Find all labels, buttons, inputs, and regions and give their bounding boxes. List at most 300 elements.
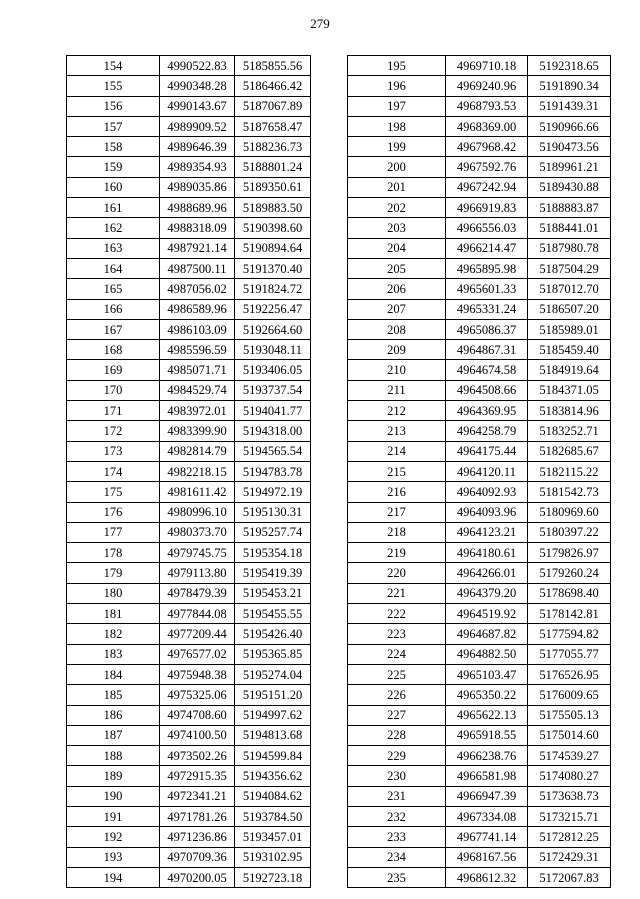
table-row bbox=[348, 137, 611, 157]
coordinates-table-right bbox=[347, 55, 611, 888]
point-number-cell: 200 bbox=[348, 157, 446, 177]
y-coordinate-cell: 5184919.64 bbox=[528, 360, 611, 380]
y-coordinate-cell: 5182115.22 bbox=[528, 461, 611, 481]
x-coordinate-cell: 4965103.47 bbox=[446, 664, 528, 684]
x-coordinate-cell: 4968167.56 bbox=[446, 847, 528, 867]
y-coordinate-cell: 5195365.85 bbox=[235, 644, 311, 664]
y-coordinate-cell: 5190473.56 bbox=[528, 137, 611, 157]
x-coordinate-cell: 4985596.59 bbox=[160, 340, 235, 360]
table-row bbox=[348, 604, 611, 624]
y-coordinate-cell: 5173215.71 bbox=[528, 806, 611, 826]
x-coordinate-cell: 4975325.06 bbox=[160, 685, 235, 705]
point-number-cell: 206 bbox=[348, 279, 446, 299]
x-coordinate-cell: 4989909.52 bbox=[160, 116, 235, 136]
y-coordinate-cell: 5193048.11 bbox=[235, 340, 311, 360]
table-row bbox=[67, 664, 311, 684]
y-coordinate-cell: 5193784.50 bbox=[235, 806, 311, 826]
x-coordinate-cell: 4969710.18 bbox=[446, 56, 528, 76]
point-number-cell: 192 bbox=[67, 827, 160, 847]
y-coordinate-cell: 5195419.39 bbox=[235, 563, 311, 583]
y-coordinate-cell: 5177055.77 bbox=[528, 644, 611, 664]
x-coordinate-cell: 4968793.53 bbox=[446, 96, 528, 116]
table-row bbox=[67, 319, 311, 339]
table-row bbox=[67, 786, 311, 806]
point-number-cell: 209 bbox=[348, 340, 446, 360]
table-row bbox=[348, 116, 611, 136]
y-coordinate-cell: 5185855.56 bbox=[235, 56, 311, 76]
y-coordinate-cell: 5195151.20 bbox=[235, 685, 311, 705]
y-coordinate-cell: 5195354.18 bbox=[235, 543, 311, 563]
point-number-cell: 166 bbox=[67, 299, 160, 319]
y-coordinate-cell: 5192723.18 bbox=[235, 867, 311, 887]
table-row bbox=[67, 137, 311, 157]
y-coordinate-cell: 5190894.64 bbox=[235, 238, 311, 258]
y-coordinate-cell: 5195130.31 bbox=[235, 502, 311, 522]
y-coordinate-cell: 5193737.54 bbox=[235, 380, 311, 400]
x-coordinate-cell: 4990348.28 bbox=[160, 76, 235, 96]
x-coordinate-cell: 4988318.09 bbox=[160, 218, 235, 238]
table-row bbox=[348, 340, 611, 360]
x-coordinate-cell: 4986589.96 bbox=[160, 299, 235, 319]
y-coordinate-cell: 5178142.81 bbox=[528, 604, 611, 624]
x-coordinate-cell: 4966214.47 bbox=[446, 238, 528, 258]
point-number-cell: 225 bbox=[348, 664, 446, 684]
x-coordinate-cell: 4987056.02 bbox=[160, 279, 235, 299]
point-number-cell: 188 bbox=[67, 746, 160, 766]
table-row bbox=[67, 502, 311, 522]
point-number-cell: 155 bbox=[67, 76, 160, 96]
x-coordinate-cell: 4964519.92 bbox=[446, 604, 528, 624]
point-number-cell: 221 bbox=[348, 583, 446, 603]
point-number-cell: 167 bbox=[67, 319, 160, 339]
y-coordinate-cell: 5191890.34 bbox=[528, 76, 611, 96]
coordinates-table-left bbox=[66, 55, 311, 888]
y-coordinate-cell: 5181542.73 bbox=[528, 482, 611, 502]
y-coordinate-cell: 5183252.71 bbox=[528, 421, 611, 441]
table-row bbox=[67, 461, 311, 481]
x-coordinate-cell: 4964674.58 bbox=[446, 360, 528, 380]
table-row bbox=[67, 279, 311, 299]
point-number-cell: 195 bbox=[348, 56, 446, 76]
y-coordinate-cell: 5186507.20 bbox=[528, 299, 611, 319]
point-number-cell: 204 bbox=[348, 238, 446, 258]
table-row bbox=[67, 827, 311, 847]
point-number-cell: 164 bbox=[67, 258, 160, 278]
point-number-cell: 159 bbox=[67, 157, 160, 177]
table-row bbox=[348, 238, 611, 258]
x-coordinate-cell: 4981611.42 bbox=[160, 482, 235, 502]
point-number-cell: 234 bbox=[348, 847, 446, 867]
x-coordinate-cell: 4964120.11 bbox=[446, 461, 528, 481]
x-coordinate-cell: 4990522.83 bbox=[160, 56, 235, 76]
x-coordinate-cell: 4964369.95 bbox=[446, 401, 528, 421]
y-coordinate-cell: 5195455.55 bbox=[235, 604, 311, 624]
y-coordinate-cell: 5174539.27 bbox=[528, 746, 611, 766]
table-row bbox=[67, 360, 311, 380]
x-coordinate-cell: 4974708.60 bbox=[160, 705, 235, 725]
table-row bbox=[67, 76, 311, 96]
point-number-cell: 196 bbox=[348, 76, 446, 96]
table-row bbox=[348, 725, 611, 745]
y-coordinate-cell: 5187012.70 bbox=[528, 279, 611, 299]
x-coordinate-cell: 4970709.36 bbox=[160, 847, 235, 867]
table-row bbox=[348, 461, 611, 481]
table-row bbox=[348, 482, 611, 502]
point-number-cell: 161 bbox=[67, 198, 160, 218]
y-coordinate-cell: 5187980.78 bbox=[528, 238, 611, 258]
y-coordinate-cell: 5176526.95 bbox=[528, 664, 611, 684]
x-coordinate-cell: 4967741.14 bbox=[446, 827, 528, 847]
x-coordinate-cell: 4964175.44 bbox=[446, 441, 528, 461]
x-coordinate-cell: 4965895.98 bbox=[446, 258, 528, 278]
x-coordinate-cell: 4974100.50 bbox=[160, 725, 235, 745]
table-row bbox=[67, 705, 311, 725]
point-number-cell: 168 bbox=[67, 340, 160, 360]
x-coordinate-cell: 4967242.94 bbox=[446, 177, 528, 197]
x-coordinate-cell: 4983972.01 bbox=[160, 401, 235, 421]
point-number-cell: 182 bbox=[67, 624, 160, 644]
table-row bbox=[348, 583, 611, 603]
table-row bbox=[348, 664, 611, 684]
y-coordinate-cell: 5190398.60 bbox=[235, 218, 311, 238]
y-coordinate-cell: 5194565.54 bbox=[235, 441, 311, 461]
y-coordinate-cell: 5182685.67 bbox=[528, 441, 611, 461]
table-row bbox=[67, 543, 311, 563]
table-row bbox=[348, 380, 611, 400]
x-coordinate-cell: 4966581.98 bbox=[446, 766, 528, 786]
point-number-cell: 160 bbox=[67, 177, 160, 197]
y-coordinate-cell: 5184371.05 bbox=[528, 380, 611, 400]
table-row bbox=[348, 543, 611, 563]
point-number-cell: 214 bbox=[348, 441, 446, 461]
point-number-cell: 220 bbox=[348, 563, 446, 583]
point-number-cell: 194 bbox=[67, 867, 160, 887]
y-coordinate-cell: 5191370.40 bbox=[235, 258, 311, 278]
point-number-cell: 163 bbox=[67, 238, 160, 258]
point-number-cell: 183 bbox=[67, 644, 160, 664]
y-coordinate-cell: 5189430.88 bbox=[528, 177, 611, 197]
y-coordinate-cell: 5194356.62 bbox=[235, 766, 311, 786]
x-coordinate-cell: 4987500.11 bbox=[160, 258, 235, 278]
y-coordinate-cell: 5191824.72 bbox=[235, 279, 311, 299]
y-coordinate-cell: 5193102.95 bbox=[235, 847, 311, 867]
x-coordinate-cell: 4972915.35 bbox=[160, 766, 235, 786]
table-row bbox=[348, 746, 611, 766]
y-coordinate-cell: 5194318.00 bbox=[235, 421, 311, 441]
table-row bbox=[67, 198, 311, 218]
y-coordinate-cell: 5188801.24 bbox=[235, 157, 311, 177]
y-coordinate-cell: 5185459.40 bbox=[528, 340, 611, 360]
y-coordinate-cell: 5188441.01 bbox=[528, 218, 611, 238]
table-row bbox=[67, 604, 311, 624]
y-coordinate-cell: 5180969.60 bbox=[528, 502, 611, 522]
point-number-cell: 172 bbox=[67, 421, 160, 441]
y-coordinate-cell: 5193457.01 bbox=[235, 827, 311, 847]
x-coordinate-cell: 4977844.08 bbox=[160, 604, 235, 624]
point-number-cell: 187 bbox=[67, 725, 160, 745]
table-row bbox=[67, 624, 311, 644]
table-row bbox=[348, 279, 611, 299]
table-row bbox=[67, 96, 311, 116]
point-number-cell: 171 bbox=[67, 401, 160, 421]
x-coordinate-cell: 4978479.39 bbox=[160, 583, 235, 603]
table-row bbox=[348, 177, 611, 197]
x-coordinate-cell: 4979113.80 bbox=[160, 563, 235, 583]
y-coordinate-cell: 5191439.31 bbox=[528, 96, 611, 116]
table-row bbox=[348, 441, 611, 461]
point-number-cell: 184 bbox=[67, 664, 160, 684]
y-coordinate-cell: 5194041.77 bbox=[235, 401, 311, 421]
table-row bbox=[348, 360, 611, 380]
point-number-cell: 169 bbox=[67, 360, 160, 380]
x-coordinate-cell: 4965350.22 bbox=[446, 685, 528, 705]
point-number-cell: 235 bbox=[348, 867, 446, 887]
point-number-cell: 165 bbox=[67, 279, 160, 299]
point-number-cell: 222 bbox=[348, 604, 446, 624]
table-row bbox=[348, 624, 611, 644]
x-coordinate-cell: 4966919.83 bbox=[446, 198, 528, 218]
point-number-cell: 215 bbox=[348, 461, 446, 481]
table-row bbox=[67, 218, 311, 238]
point-number-cell: 228 bbox=[348, 725, 446, 745]
x-coordinate-cell: 4980373.70 bbox=[160, 522, 235, 542]
y-coordinate-cell: 5176009.65 bbox=[528, 685, 611, 705]
point-number-cell: 216 bbox=[348, 482, 446, 502]
point-number-cell: 199 bbox=[348, 137, 446, 157]
point-number-cell: 193 bbox=[67, 847, 160, 867]
table-row bbox=[67, 725, 311, 745]
point-number-cell: 208 bbox=[348, 319, 446, 339]
table-row bbox=[348, 96, 611, 116]
page-number: 279 bbox=[310, 16, 330, 31]
x-coordinate-cell: 4988689.96 bbox=[160, 198, 235, 218]
x-coordinate-cell: 4966947.39 bbox=[446, 786, 528, 806]
x-coordinate-cell: 4972341.21 bbox=[160, 786, 235, 806]
y-coordinate-cell: 5183814.96 bbox=[528, 401, 611, 421]
point-number-cell: 219 bbox=[348, 543, 446, 563]
point-number-cell: 176 bbox=[67, 502, 160, 522]
point-number-cell: 191 bbox=[67, 806, 160, 826]
y-coordinate-cell: 5193406.05 bbox=[235, 360, 311, 380]
point-number-cell: 202 bbox=[348, 198, 446, 218]
point-number-cell: 173 bbox=[67, 441, 160, 461]
x-coordinate-cell: 4964092.93 bbox=[446, 482, 528, 502]
x-coordinate-cell: 4964882.50 bbox=[446, 644, 528, 664]
point-number-cell: 157 bbox=[67, 116, 160, 136]
table-row bbox=[67, 157, 311, 177]
table-row bbox=[348, 258, 611, 278]
table-row bbox=[348, 319, 611, 339]
table-row bbox=[67, 441, 311, 461]
x-coordinate-cell: 4990143.67 bbox=[160, 96, 235, 116]
table-row bbox=[348, 198, 611, 218]
point-number-cell: 230 bbox=[348, 766, 446, 786]
x-coordinate-cell: 4976577.02 bbox=[160, 644, 235, 664]
y-coordinate-cell: 5195274.04 bbox=[235, 664, 311, 684]
table-row bbox=[67, 401, 311, 421]
y-coordinate-cell: 5172812.25 bbox=[528, 827, 611, 847]
y-coordinate-cell: 5172429.31 bbox=[528, 847, 611, 867]
table-row bbox=[348, 522, 611, 542]
x-coordinate-cell: 4965086.37 bbox=[446, 319, 528, 339]
x-coordinate-cell: 4965918.55 bbox=[446, 725, 528, 745]
y-coordinate-cell: 5194997.62 bbox=[235, 705, 311, 725]
point-number-cell: 175 bbox=[67, 482, 160, 502]
point-number-cell: 211 bbox=[348, 380, 446, 400]
table-row bbox=[348, 218, 611, 238]
x-coordinate-cell: 4968612.32 bbox=[446, 867, 528, 887]
table-row bbox=[348, 685, 611, 705]
point-number-cell: 178 bbox=[67, 543, 160, 563]
point-number-cell: 158 bbox=[67, 137, 160, 157]
y-coordinate-cell: 5172067.83 bbox=[528, 867, 611, 887]
x-coordinate-cell: 4964687.82 bbox=[446, 624, 528, 644]
x-coordinate-cell: 4977209.44 bbox=[160, 624, 235, 644]
x-coordinate-cell: 4975948.38 bbox=[160, 664, 235, 684]
point-number-cell: 186 bbox=[67, 705, 160, 725]
x-coordinate-cell: 4971236.86 bbox=[160, 827, 235, 847]
y-coordinate-cell: 5195257.74 bbox=[235, 522, 311, 542]
y-coordinate-cell: 5177594.82 bbox=[528, 624, 611, 644]
table-row bbox=[67, 806, 311, 826]
x-coordinate-cell: 4985071.71 bbox=[160, 360, 235, 380]
y-coordinate-cell: 5188236.73 bbox=[235, 137, 311, 157]
table-row bbox=[348, 502, 611, 522]
point-number-cell: 223 bbox=[348, 624, 446, 644]
table-row bbox=[67, 746, 311, 766]
table-row bbox=[348, 56, 611, 76]
table-row bbox=[348, 421, 611, 441]
table-row bbox=[67, 583, 311, 603]
table-row bbox=[348, 401, 611, 421]
x-coordinate-cell: 4970200.05 bbox=[160, 867, 235, 887]
x-coordinate-cell: 4964093.96 bbox=[446, 502, 528, 522]
y-coordinate-cell: 5195426.40 bbox=[235, 624, 311, 644]
point-number-cell: 212 bbox=[348, 401, 446, 421]
point-number-cell: 207 bbox=[348, 299, 446, 319]
point-number-cell: 232 bbox=[348, 806, 446, 826]
table-row bbox=[67, 685, 311, 705]
y-coordinate-cell: 5174080.27 bbox=[528, 766, 611, 786]
table-row bbox=[67, 644, 311, 664]
point-number-cell: 179 bbox=[67, 563, 160, 583]
table-row bbox=[67, 56, 311, 76]
x-coordinate-cell: 4969240.96 bbox=[446, 76, 528, 96]
y-coordinate-cell: 5189350.61 bbox=[235, 177, 311, 197]
y-coordinate-cell: 5194084.62 bbox=[235, 786, 311, 806]
y-coordinate-cell: 5175014.60 bbox=[528, 725, 611, 745]
table-row bbox=[67, 380, 311, 400]
x-coordinate-cell: 4965601.33 bbox=[446, 279, 528, 299]
y-coordinate-cell: 5187658.47 bbox=[235, 116, 311, 136]
table-row bbox=[67, 766, 311, 786]
x-coordinate-cell: 4982218.15 bbox=[160, 461, 235, 481]
y-coordinate-cell: 5188883.87 bbox=[528, 198, 611, 218]
x-coordinate-cell: 4967334.08 bbox=[446, 806, 528, 826]
point-number-cell: 180 bbox=[67, 583, 160, 603]
x-coordinate-cell: 4971781.26 bbox=[160, 806, 235, 826]
x-coordinate-cell: 4964867.31 bbox=[446, 340, 528, 360]
table-row bbox=[348, 644, 611, 664]
point-number-cell: 227 bbox=[348, 705, 446, 725]
point-number-cell: 156 bbox=[67, 96, 160, 116]
y-coordinate-cell: 5187504.29 bbox=[528, 258, 611, 278]
point-number-cell: 226 bbox=[348, 685, 446, 705]
x-coordinate-cell: 4986103.09 bbox=[160, 319, 235, 339]
x-coordinate-cell: 4968369.00 bbox=[446, 116, 528, 136]
y-coordinate-cell: 5187067.89 bbox=[235, 96, 311, 116]
y-coordinate-cell: 5189883.50 bbox=[235, 198, 311, 218]
x-coordinate-cell: 4964266.01 bbox=[446, 563, 528, 583]
y-coordinate-cell: 5189961.21 bbox=[528, 157, 611, 177]
point-number-cell: 177 bbox=[67, 522, 160, 542]
point-number-cell: 217 bbox=[348, 502, 446, 522]
table-row bbox=[67, 116, 311, 136]
table-row bbox=[348, 76, 611, 96]
table-row bbox=[348, 705, 611, 725]
x-coordinate-cell: 4965331.24 bbox=[446, 299, 528, 319]
point-number-cell: 154 bbox=[67, 56, 160, 76]
point-number-cell: 213 bbox=[348, 421, 446, 441]
x-coordinate-cell: 4983399.90 bbox=[160, 421, 235, 441]
x-coordinate-cell: 4989354.93 bbox=[160, 157, 235, 177]
point-number-cell: 189 bbox=[67, 766, 160, 786]
table-row bbox=[67, 340, 311, 360]
x-coordinate-cell: 4965622.13 bbox=[446, 705, 528, 725]
table-row bbox=[67, 522, 311, 542]
x-coordinate-cell: 4964123.21 bbox=[446, 522, 528, 542]
table-row bbox=[348, 786, 611, 806]
y-coordinate-cell: 5179260.24 bbox=[528, 563, 611, 583]
x-coordinate-cell: 4984529.74 bbox=[160, 380, 235, 400]
x-coordinate-cell: 4964180.61 bbox=[446, 543, 528, 563]
y-coordinate-cell: 5185989.01 bbox=[528, 319, 611, 339]
x-coordinate-cell: 4964379.20 bbox=[446, 583, 528, 603]
y-coordinate-cell: 5178698.40 bbox=[528, 583, 611, 603]
y-coordinate-cell: 5194813.68 bbox=[235, 725, 311, 745]
y-coordinate-cell: 5175505.13 bbox=[528, 705, 611, 725]
point-number-cell: 218 bbox=[348, 522, 446, 542]
x-coordinate-cell: 4982814.79 bbox=[160, 441, 235, 461]
table-row bbox=[348, 867, 611, 887]
table-row bbox=[348, 806, 611, 826]
y-coordinate-cell: 5194599.84 bbox=[235, 746, 311, 766]
table-row bbox=[348, 299, 611, 319]
x-coordinate-cell: 4966556.03 bbox=[446, 218, 528, 238]
x-coordinate-cell: 4989646.39 bbox=[160, 137, 235, 157]
y-coordinate-cell: 5192256.47 bbox=[235, 299, 311, 319]
y-coordinate-cell: 5194783.78 bbox=[235, 461, 311, 481]
point-number-cell: 198 bbox=[348, 116, 446, 136]
point-number-cell: 224 bbox=[348, 644, 446, 664]
table-row bbox=[67, 421, 311, 441]
table-row bbox=[67, 258, 311, 278]
point-number-cell: 190 bbox=[67, 786, 160, 806]
point-number-cell: 201 bbox=[348, 177, 446, 197]
y-coordinate-cell: 5180397.22 bbox=[528, 522, 611, 542]
point-number-cell: 233 bbox=[348, 827, 446, 847]
point-number-cell: 203 bbox=[348, 218, 446, 238]
x-coordinate-cell: 4979745.75 bbox=[160, 543, 235, 563]
point-number-cell: 174 bbox=[67, 461, 160, 481]
y-coordinate-cell: 5192318.65 bbox=[528, 56, 611, 76]
y-coordinate-cell: 5173638.73 bbox=[528, 786, 611, 806]
table-row bbox=[348, 827, 611, 847]
table-row bbox=[348, 563, 611, 583]
point-number-cell: 229 bbox=[348, 746, 446, 766]
x-coordinate-cell: 4964508.66 bbox=[446, 380, 528, 400]
table-row bbox=[67, 482, 311, 502]
